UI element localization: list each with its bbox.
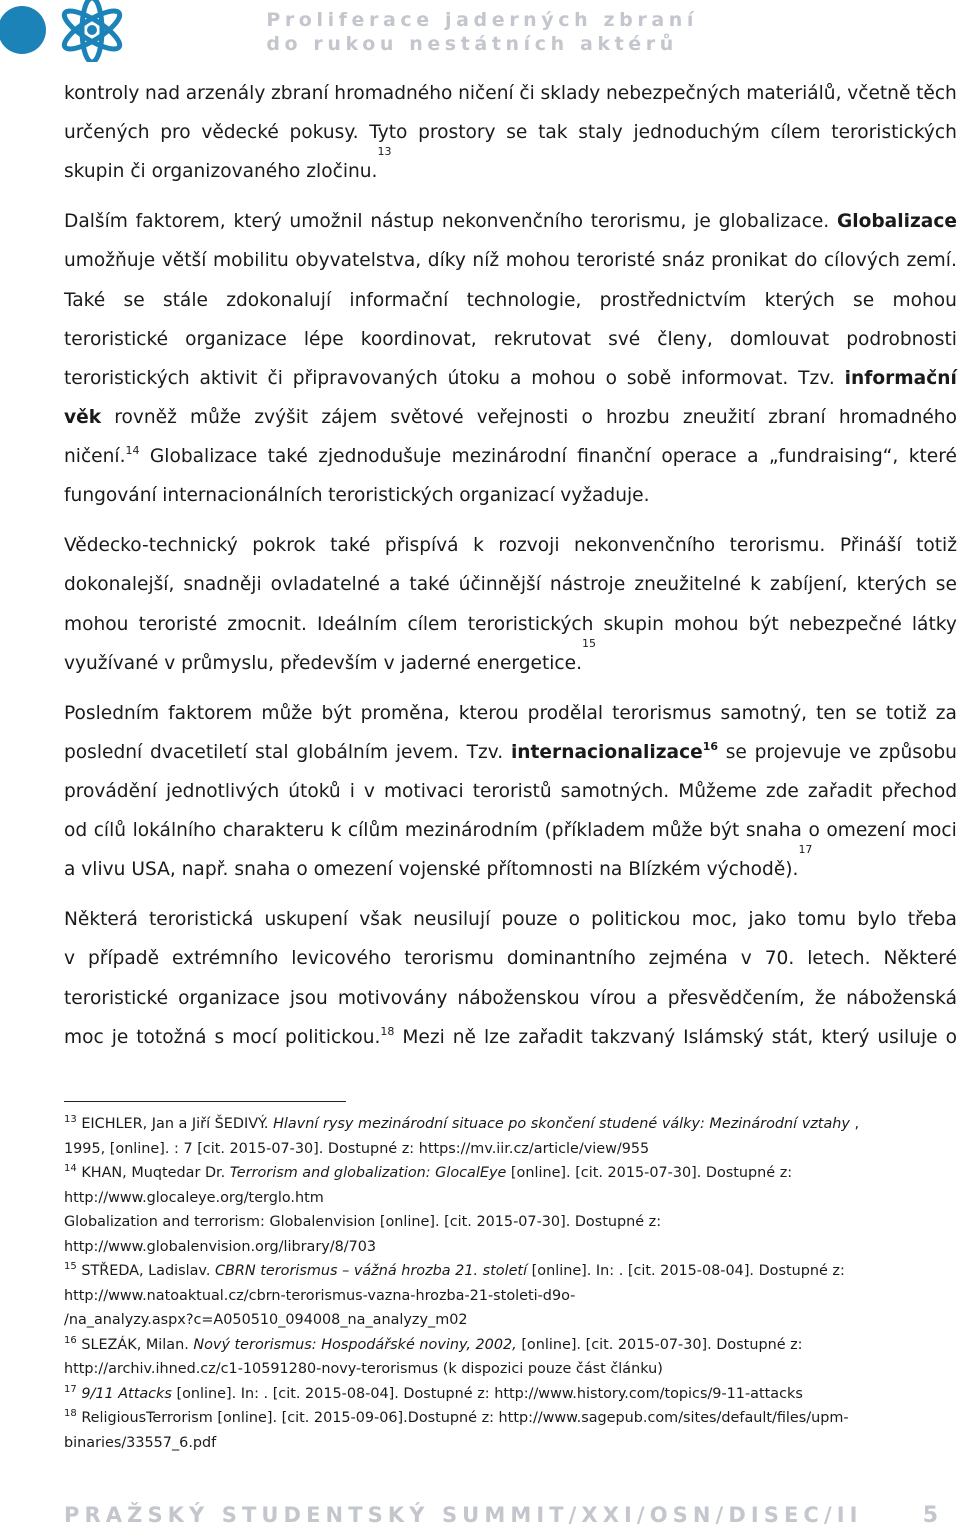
word: o <box>808 820 820 842</box>
text-line <box>64 843 957 889</box>
word: zařadit <box>518 1026 583 1048</box>
word: organizace <box>178 987 280 1009</box>
word: dvacetiletí <box>149 741 248 763</box>
word: také <box>330 535 371 557</box>
word: ovladatelné <box>270 574 380 596</box>
word: zbraní <box>271 83 329 104</box>
word: určených <box>64 122 150 144</box>
footnote-ref[interactable]: 17 <box>798 843 813 857</box>
word: hromadného <box>838 407 957 429</box>
word: globalizace. <box>718 211 830 233</box>
word: sklady <box>540 83 601 104</box>
running-title <box>266 8 698 56</box>
word: moci <box>911 820 957 842</box>
text-line <box>64 202 957 241</box>
word: Tyto <box>369 122 408 144</box>
footnote-16: $^{16}$ SLEZÁK, Milan. Nový terorismus: Hospodářské noviny, 2002, [online]. [cit. 2015-07-30]. Dostupné z: <box>64 1334 803 1353</box>
word: vyžaduje. <box>560 485 650 507</box>
word: organizací <box>459 485 555 507</box>
word: o <box>945 1026 957 1048</box>
word: případě <box>87 948 160 970</box>
word: Globalizace <box>149 446 258 468</box>
word: nad <box>145 83 181 104</box>
footnote-15: $^{15}$ STŘEDA, Ladislav. CBRN terorismus – vážná hrozba 21. století [online]. In: . [cit. 2015-08-04]. Dostupné z: <box>64 1261 845 1279</box>
text-line <box>64 900 957 939</box>
word: moc <box>64 1026 104 1048</box>
footnote-ref[interactable]: 14 <box>125 444 140 458</box>
footnote-ref[interactable]: 15 <box>582 636 596 650</box>
word: nástup <box>370 211 435 233</box>
running-title-line2: do rukou nestátních aktérů <box>266 33 678 55</box>
word: teroristických <box>64 367 190 389</box>
word: níž <box>472 250 500 272</box>
word: připravovaných <box>292 367 438 389</box>
text-line <box>64 1018 957 1057</box>
footnote-14-link[interactable]: http://www.glocaleye.org/terglo.htm <box>64 1189 324 1206</box>
word: také <box>409 574 450 596</box>
word: politickou.$^{18}$ <box>285 1024 395 1048</box>
word: provádění <box>64 780 158 802</box>
word: usiluje <box>877 1026 938 1048</box>
word: mocí <box>232 1026 278 1048</box>
word: které <box>908 446 957 468</box>
word: ničení.$^{14}$ <box>64 444 140 468</box>
word: globálním <box>296 741 389 763</box>
word: zařadit <box>807 780 873 802</box>
word: (příkladem <box>544 820 646 842</box>
word: mohou <box>531 367 596 389</box>
word: neusilují <box>413 909 491 931</box>
word: extrémního <box>171 948 279 970</box>
word: členy, <box>657 328 713 350</box>
word: zejména <box>648 948 728 970</box>
word: cílových <box>823 250 900 272</box>
word: faktorem <box>168 702 253 724</box>
word: sobě <box>626 367 672 389</box>
footnote-separator <box>64 1101 346 1102</box>
word: Některá <box>64 909 138 931</box>
word: teroristických <box>831 122 957 144</box>
word: moc, <box>691 909 738 931</box>
word: levicového <box>291 948 392 970</box>
text-line <box>64 694 957 733</box>
word: rovněž <box>114 407 177 429</box>
word: že <box>814 987 837 1009</box>
bold-term: internacionalizace$^{16}$ <box>510 739 719 763</box>
word: Islámský <box>683 1026 764 1048</box>
word: cílem <box>407 613 458 635</box>
word: motivaci <box>383 780 464 802</box>
word: domlouvat <box>729 328 830 350</box>
word: zneužití <box>682 407 756 429</box>
word: skupin <box>603 613 664 635</box>
footnote-18: $^{18}$ ReligiousTerrorism [online]. [cit. 2015-09-06].Dostupné z: http://www.sagepub.com/sites/default/files/upm- <box>64 1408 849 1426</box>
text-line <box>64 565 957 604</box>
word: či <box>267 367 283 389</box>
word: teroristických <box>467 613 594 635</box>
word: mohou <box>892 289 957 311</box>
footnote-13: $^{13}$ EICHLER, Jan a Jiří ŠEDIVÝ. Hlavní rysy mezinárodní situace po skončení studené války: Mezinárodní vztahy , <box>64 1114 860 1132</box>
word: operace <box>661 446 737 468</box>
word: způsobu <box>878 741 957 763</box>
word: či <box>519 83 535 104</box>
word: mohou <box>505 250 571 272</box>
word: v <box>64 948 76 970</box>
word: zneužitelné <box>634 574 742 596</box>
word: terorismus <box>612 702 712 724</box>
word: do <box>794 250 818 272</box>
word: ten <box>816 702 847 724</box>
word: teroristické <box>64 987 169 1009</box>
word: náboženská <box>846 987 957 1009</box>
word: lépe <box>303 328 344 350</box>
word: „fundraising“, <box>768 446 899 468</box>
word: včetně <box>847 83 911 104</box>
word: náboženskou <box>457 987 580 1009</box>
word: v <box>740 948 752 970</box>
word: mobilitu <box>212 250 289 272</box>
word: pokrok <box>252 535 316 557</box>
word: od <box>64 820 88 842</box>
bold-term: Globalizace <box>836 211 957 233</box>
word: lze <box>483 1026 511 1048</box>
word: zabíjení, <box>769 574 848 596</box>
word: může <box>651 820 703 842</box>
word: také <box>267 446 308 468</box>
word: mohou <box>674 613 739 635</box>
running-title-line1: Proliferace jaderných zbraní <box>266 9 698 31</box>
word: ve <box>848 741 872 763</box>
word: jevem. <box>395 741 459 763</box>
text-line <box>64 145 957 191</box>
text-line <box>64 359 957 398</box>
word: hrozbu <box>605 407 670 429</box>
word: zbraní <box>768 407 826 429</box>
word: mezinárodní <box>451 446 567 468</box>
word: být <box>321 702 352 724</box>
footnote-13-line2[interactable]: 1995, [online]. : 7 [cit. 2015-07-30]. Dostupné z: https://mv.iir.cz/article/view/955 <box>64 1140 650 1157</box>
word: pouze <box>501 909 558 931</box>
word: o <box>568 909 581 931</box>
footnote-ref[interactable]: 16 <box>702 739 719 753</box>
word: světové <box>390 407 464 429</box>
word: arzenály <box>185 83 266 104</box>
word: přispívá <box>384 535 459 557</box>
word: informační <box>349 289 449 311</box>
word: mezinárodním <box>404 820 539 842</box>
word: dominantního <box>506 948 636 970</box>
word: těch <box>916 83 957 104</box>
word: poslední <box>64 741 143 763</box>
word: teroristé <box>138 613 218 635</box>
word: Ideálním <box>317 613 398 635</box>
word: takzvaný <box>590 1026 676 1048</box>
word: totožná <box>136 1026 207 1048</box>
word: fungování <box>64 485 157 507</box>
word: útoku <box>447 367 501 389</box>
footnote-17: $^{17}$ 9/11 Attacks [online]. In: . [cit. 2015-08-04]. Dostupné z: http://www.history.com/topics/9-11-attacks <box>64 1383 803 1402</box>
word: dokonalejší, <box>64 574 175 596</box>
word: s <box>214 1026 225 1048</box>
word: samotný, <box>720 702 808 724</box>
word: ničení <box>458 83 514 104</box>
word: rekrutovat <box>493 328 591 350</box>
word: cílů <box>93 820 127 842</box>
word: v <box>363 780 375 802</box>
text-line <box>64 281 957 320</box>
word: materiálů, <box>746 83 842 104</box>
footnote-ref[interactable]: 13 <box>377 145 392 159</box>
word: své <box>608 328 641 350</box>
word: teroristických <box>328 485 454 507</box>
word: a <box>747 446 759 468</box>
word: Některé <box>883 948 957 970</box>
word: se <box>935 574 957 596</box>
word: teroristická <box>148 909 254 931</box>
word: je <box>694 211 711 233</box>
word: k <box>750 574 761 596</box>
text-line <box>64 979 957 1018</box>
text-line <box>64 772 957 811</box>
word: omezení <box>826 820 906 842</box>
word: umožňuje <box>64 250 156 272</box>
word: Vědecko-technický <box>64 535 238 557</box>
word: přechod <box>881 780 957 802</box>
word: staly <box>578 122 623 144</box>
word: stal <box>255 741 289 763</box>
word: nebezpečných <box>606 83 741 104</box>
word: účinnější <box>458 574 541 596</box>
word: stát, <box>771 1026 814 1048</box>
word: kterých <box>856 574 927 596</box>
footnote-15-link-cont[interactable]: /na_analyzy.aspx?c=A050510_094008_na_analyzy_m02 <box>64 1312 468 1328</box>
word: tomu <box>797 909 847 931</box>
word: obyvatelstva, <box>295 250 422 272</box>
word: finanční <box>577 446 651 468</box>
word: Dalším <box>64 211 128 233</box>
text-line <box>64 241 957 280</box>
word: k <box>473 535 484 557</box>
word: mohou <box>64 613 129 635</box>
word: stále <box>162 289 208 311</box>
word: kontroly <box>64 83 140 104</box>
word: teroristické <box>64 328 169 350</box>
text-line <box>64 476 957 515</box>
word: internacionálních <box>162 485 323 507</box>
page-footer <box>64 1500 938 1530</box>
text-line <box>64 437 957 476</box>
word: terorismu <box>404 948 494 970</box>
word: ně <box>452 1026 476 1048</box>
word: teroristé <box>576 250 656 272</box>
word: pronikat <box>711 250 788 272</box>
word: technologie, <box>466 289 582 311</box>
word: o <box>605 367 617 389</box>
word: veřejnosti <box>476 407 569 429</box>
word: nástroje <box>549 574 626 596</box>
text-line <box>64 811 957 850</box>
word: proměna, <box>360 702 450 724</box>
word: podrobnosti <box>846 328 957 350</box>
word: jsou <box>289 987 328 1009</box>
word: k <box>330 820 342 842</box>
word: nekonvenčního <box>574 535 716 557</box>
text-line <box>64 605 957 644</box>
word: informovat. <box>681 367 789 389</box>
word: teroristů <box>472 780 552 802</box>
word: lokálního <box>132 820 217 842</box>
word: charakteru <box>222 820 325 842</box>
word: zdokonalují <box>226 289 332 311</box>
word: vědecké <box>201 122 279 144</box>
word: jednoduchým <box>633 122 760 144</box>
word: projevuje <box>754 741 842 763</box>
word: může <box>261 702 313 724</box>
word: politickou <box>591 909 681 931</box>
footnote-16-link[interactable]: http://archiv.ihned.cz/c1-10591280-novy-terorismus (k dispozici pouze část článku) <box>64 1361 663 1377</box>
word: být <box>709 820 740 842</box>
word: se <box>506 122 528 144</box>
word: Přináší <box>839 535 902 557</box>
footnote-14: $^{14}$ KHAN, Muqtedar Dr. Terrorism and globalization: GlocalEye [online]. [cit. 2015-07-30]. Dostupné z: <box>64 1163 793 1181</box>
text-line <box>64 398 957 437</box>
word: i <box>349 780 355 802</box>
text-line <box>64 733 957 772</box>
word: bylo <box>857 909 897 931</box>
word: který <box>233 211 282 233</box>
footnotes <box>64 1112 944 1455</box>
word: zájem <box>321 407 378 429</box>
word: zmocnit. <box>227 613 307 635</box>
word: aktivit <box>199 367 258 389</box>
word: se <box>853 289 875 311</box>
footnote-ref[interactable]: 18 <box>380 1024 395 1038</box>
word: nebezpečné <box>788 613 902 635</box>
footnote-14-line3: Globalization and terrorism: Globalenvision [online]. [cit. 2015-07-30]. Dostupné z: <box>64 1214 662 1230</box>
word: Posledním <box>64 702 160 724</box>
word: zemí. <box>906 250 957 272</box>
footnote-14-link2[interactable]: http://www.globalenvision.org/library/8/703 <box>64 1238 377 1255</box>
word: vírou <box>589 987 637 1009</box>
word: však <box>359 909 403 931</box>
word: a <box>388 574 401 596</box>
word: o <box>581 407 593 429</box>
word: třeba <box>907 909 957 931</box>
word: Můžeme <box>678 780 757 802</box>
text-line <box>64 636 957 683</box>
word: kterou <box>458 702 519 724</box>
word: Mezi <box>402 1026 445 1048</box>
word: nekonvenčního <box>441 211 583 233</box>
word: uskupení <box>264 909 349 931</box>
word: za <box>935 702 957 724</box>
word: tak <box>538 122 568 144</box>
word: hromadného <box>334 83 453 104</box>
word: snaha <box>745 820 802 842</box>
word: je <box>111 1026 129 1048</box>
word: a <box>646 987 658 1009</box>
text-line <box>64 526 957 565</box>
word: zjednodušuje <box>318 446 442 468</box>
word: přesvědčením, <box>667 987 805 1009</box>
word: Tzv. <box>466 741 504 763</box>
word: a <box>509 367 522 389</box>
word: jednotlivých <box>166 780 280 802</box>
word: umožnil <box>289 211 363 233</box>
word: pro <box>160 122 191 144</box>
text-group: využívané v průmyslu, především v jaderné energetice. <box>64 652 582 674</box>
word: snáz <box>661 250 705 272</box>
text-line <box>64 320 957 359</box>
word: který <box>821 1026 870 1048</box>
word: útoků <box>288 780 341 802</box>
word: Tzv. <box>798 367 835 389</box>
word: organizace <box>185 328 287 350</box>
word: 70. <box>764 948 795 970</box>
word: motivovány <box>337 987 448 1009</box>
word: koordinovat, <box>360 328 477 350</box>
word: cílem <box>770 122 821 144</box>
word: se <box>123 289 145 311</box>
word: může <box>190 407 242 429</box>
text-line <box>64 74 957 113</box>
body-text <box>64 74 957 1057</box>
word: rozvoji <box>498 535 560 557</box>
word: pokusy. <box>289 122 359 144</box>
word: zde <box>765 780 799 802</box>
word: kterých <box>764 289 835 311</box>
text-group: skupin či organizovaného zločinu. <box>64 161 378 183</box>
word: se <box>725 741 747 763</box>
bold-term: věk <box>64 407 102 429</box>
word: terorismu. <box>729 535 826 557</box>
word: prodělal <box>527 702 604 724</box>
text-line <box>64 939 957 978</box>
text-line <box>64 113 957 152</box>
word: Také <box>64 289 106 311</box>
page-number: 5 <box>922 1502 938 1528</box>
word: se <box>855 702 877 724</box>
word: totiž <box>916 535 957 557</box>
word: být <box>748 613 779 635</box>
footnote-15-link[interactable]: http://www.natoaktual.cz/cbrn-terorismus-vazna-hrozba-21-stoleti-d9o- <box>64 1287 576 1304</box>
word: prostory <box>418 122 496 144</box>
word: větší <box>161 250 207 272</box>
word: samotných. <box>560 780 670 802</box>
word: zvýšit <box>254 407 309 429</box>
text-group: a vlivu USA, např. snaha o omezení vojenské přítomnosti na Blízkém východě). <box>64 859 799 881</box>
atom-logo-icon <box>0 0 130 62</box>
word: díky <box>427 250 466 272</box>
word: letech. <box>807 948 871 970</box>
word: látky <box>911 613 957 635</box>
bold-term: informační <box>844 367 957 389</box>
word: prostřednictvím <box>599 289 747 311</box>
word: cílům <box>347 820 399 842</box>
word: faktorem, <box>135 211 226 233</box>
word: totiž <box>885 702 927 724</box>
footnote-18-link-cont[interactable]: binaries/33557_6.pdf <box>64 1434 217 1451</box>
word: snadněji <box>183 574 262 596</box>
footer-title: PRAŽSKÝ STUDENTSKÝ SUMMIT/XXI/OSN/DISEC/II <box>64 1503 863 1527</box>
word: terorismu, <box>590 211 687 233</box>
word: jako <box>748 909 787 931</box>
